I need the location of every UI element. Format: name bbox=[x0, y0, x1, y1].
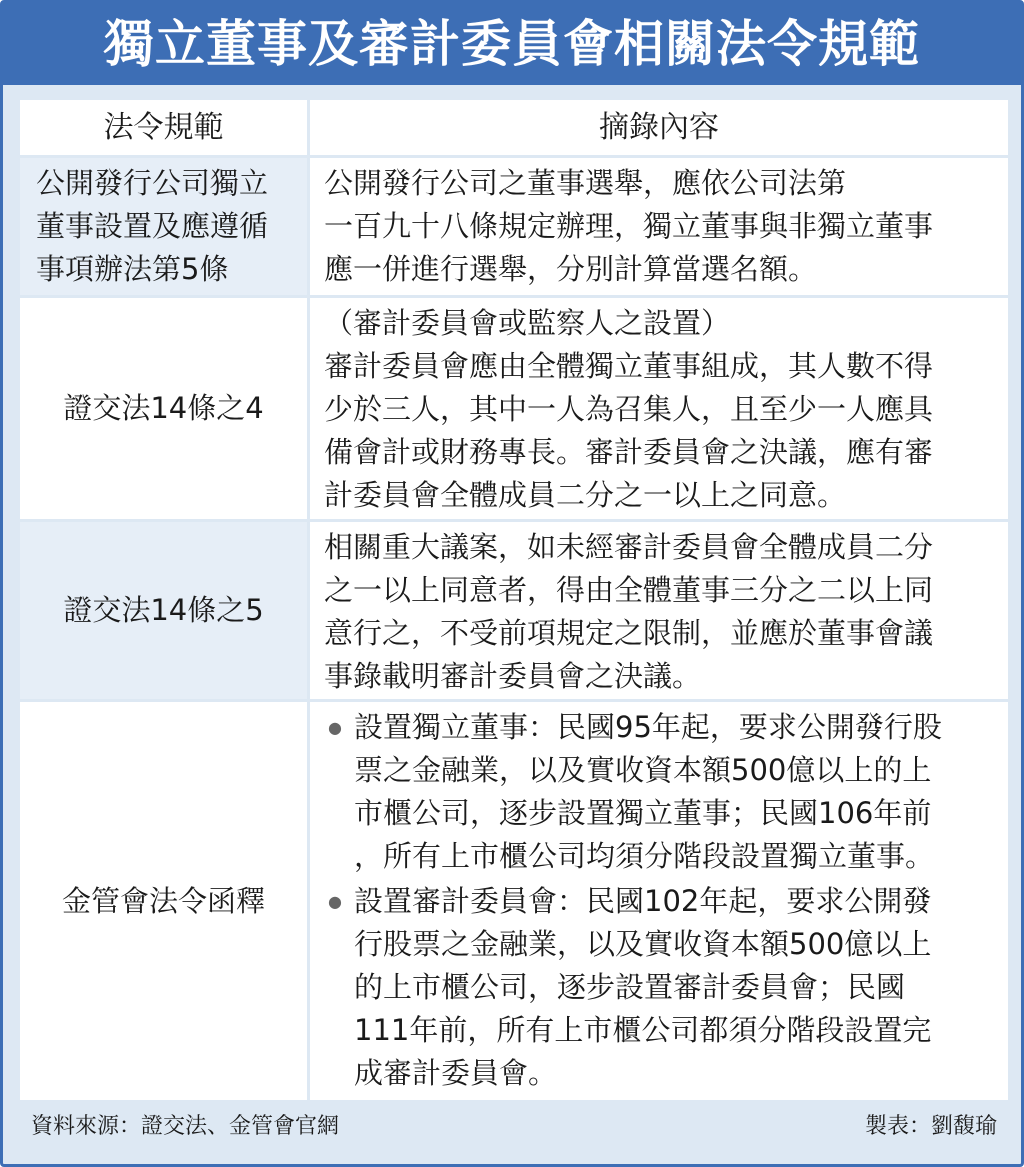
title-bar bbox=[3, 3, 1021, 85]
header-law: 法令規範 bbox=[20, 100, 310, 158]
table-row-3-law bbox=[20, 522, 310, 702]
bullet-dot-icon: ● bbox=[328, 892, 342, 911]
content-text: （審計委員會或監察人之設置） 審計委員會應由全體獨立董事組成，其人數不得 少於三人，其中一人為召集人，且至少一人應具 備會計或財務專長。審計委員會之決議，應有審 計委員會全體成員二分之一以上之同意。 bbox=[324, 306, 934, 512]
credit-note: 製表：劉馥瑜 bbox=[864, 1114, 997, 1139]
law-label: 證交法14條之4 bbox=[63, 391, 264, 425]
content-text: 公開發行公司之董事選舉，應依公司法第 一百九十八條規定辦理，獨立董事與非獨立董事 應一併進行選舉，分別計算當選名額。 bbox=[324, 166, 934, 286]
law-label: 金管會法令函釋 bbox=[61, 883, 265, 918]
source-note: 資料來源：證交法、金管會官網 bbox=[31, 1114, 340, 1139]
regulation-table bbox=[20, 100, 1008, 1100]
table-row-2-law bbox=[20, 298, 310, 522]
table-row-1-content bbox=[310, 158, 1008, 298]
table-row-4-law bbox=[20, 702, 310, 1100]
table-row-3-content bbox=[310, 522, 1008, 702]
page-title: 獨立董事及審計委員會相關法令規範 bbox=[104, 15, 920, 73]
law-label: 公開發行公司獨立 董事設置及應遵循 事項辦法第5條 bbox=[36, 166, 269, 286]
bullet-text: 設置審計委員會：民國102年起，要求公開發 行股票之金融業，以及實收資本額500億以上 的上市櫃公司，逐步設置審計委員會；民國 111年前，所有上市櫃公司都須分階段設置完 成審計委員會。 bbox=[354, 884, 932, 1090]
header-content: 摘錄內容 bbox=[310, 100, 1008, 158]
table-row-4-content bbox=[310, 702, 1008, 1100]
table-row-2-content bbox=[310, 298, 1008, 522]
footer bbox=[31, 1109, 997, 1140]
list-item bbox=[324, 880, 994, 1095]
law-label: 證交法14條之5 bbox=[63, 593, 264, 627]
table-row-1-law bbox=[20, 158, 310, 298]
content-text: 相關重大議案，如未經審計委員會全體成員二分 之一以上同意者，得由全體董事三分之二以上同 意行之，不受前項規定之限制，並應於董事會議 事錄載明審計委員會之決議。 bbox=[324, 530, 934, 693]
bullet-dot-icon: ● bbox=[328, 718, 342, 737]
list-item bbox=[324, 706, 994, 878]
bullet-text: 設置獨立董事：民國95年起，要求公開發行股 票之金融業，以及實收資本額500億以上的上 市櫃公司，逐步設置獨立董事；民國106年前 ，所有上市櫃公司均須分階段設置獨立董事。 bbox=[354, 710, 942, 873]
